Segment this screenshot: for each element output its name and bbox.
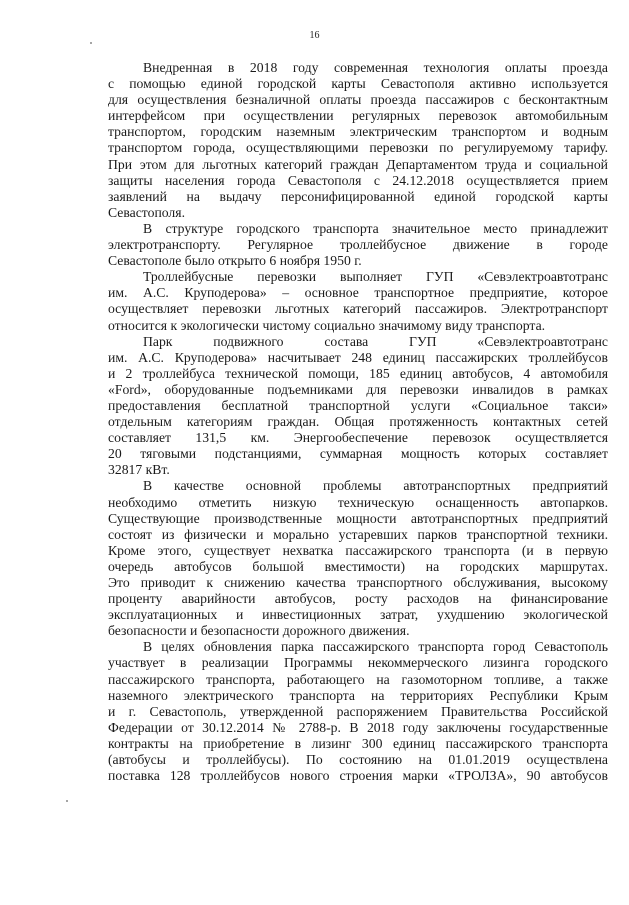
paragraph-trolleybus-operator xyxy=(108,269,608,333)
text-line: Севастополе было открыто 6 ноября 1950 г. xyxy=(108,253,362,269)
page-number: 16 xyxy=(309,30,320,41)
text-line: В качестве основной проблемы автотранспортных предприятий xyxy=(143,478,608,494)
text-line: Кроме этого, существует нехватка пассажирского транспорта (и в первую xyxy=(108,542,608,558)
text-line: 32817 кВт. xyxy=(108,462,170,478)
text-line: Парк подвижного состава ГУП «Севэлектроавтотранс xyxy=(143,333,608,349)
text-line: безопасности и безопасности дорожного движения. xyxy=(108,623,410,639)
text-line: Это приводит к снижению качества транспортного обслуживания, высокому xyxy=(108,575,608,590)
text-line: эксплуатационных и инвестиционных затрат, ухудшению экологической xyxy=(108,607,608,623)
paragraph-technology-payment xyxy=(108,60,608,221)
text-line: 20 тяговыми подстанциями, суммарная мощность которых составляет xyxy=(108,446,608,462)
text-line: поставка 128 троллейбусов нового строения марки «ТРОЛЗА», 90 автобусов xyxy=(108,768,608,784)
text-line: интерфейсом при осуществлении регулярных перевозок автомобильным xyxy=(108,108,608,124)
text-line: для осуществления безналичной оплаты проезда пассажиров с бесконтактным xyxy=(108,92,608,108)
text-line: Федерации от 30.12.2014 № 2788-р. В 2018 году заключены государственные xyxy=(108,719,608,735)
text-line: транспортом города, осуществляющими перевозки по регулируемому тарифу. xyxy=(108,140,608,156)
text-line: с помощью единой городской карты Севастополя активно используется xyxy=(108,76,608,92)
text-line: отдельным категориям граждан. Общая протяженность контактных сетей xyxy=(108,414,608,430)
paragraph-fleet-problems xyxy=(108,478,608,639)
text-line: необходимо отметить низкую техническую оснащенность автопарков. xyxy=(108,494,608,510)
text-line: относится к экологически чистому социально значимому виду транспорта. xyxy=(108,317,546,333)
text-line: пассажирского транспорта, работающего на газомоторном топливе, а также xyxy=(108,671,608,687)
text-line: предоставления бесплатной транспортной услуги «Социальное такси» xyxy=(108,397,608,413)
text-line: В структуре городского транспорта значительное место принадлежит xyxy=(143,220,608,236)
text-line: (автобусы и троллейбусы). По состоянию на 01.01.2019 осуществлена xyxy=(108,752,608,768)
paragraph-rolling-stock xyxy=(108,334,608,479)
text-line: состоят из физически и морально устаревших парков транспортной техники. xyxy=(108,526,608,542)
text-line: В целях обновления парка пассажирского транспорта город Севастополь xyxy=(143,639,608,655)
text-line: проценту аварийности автобусов, росту расходов на финансирование xyxy=(108,591,608,607)
text-line: Существующие производственные мощности автотранспортных предприятий xyxy=(108,510,608,526)
text-line: «Ford», оборудованные подъемниками для перевозки инвалидов в рамках xyxy=(108,381,608,397)
text-line: защиты населения города Севастополя с 24.12.2018 осуществляется прием xyxy=(108,172,608,188)
text-line: и 2 троллейбуса технической помощи, 185 единиц автобусов, 4 автомобиля xyxy=(108,365,608,381)
text-line: заявлений на выдачу персонифицированной единой городской карты xyxy=(108,188,608,204)
scan-speck xyxy=(90,42,92,44)
text-line: составляет 131,5 км. Энергообеспечение перевозок осуществляется xyxy=(108,430,608,446)
paragraph-electric-transport xyxy=(108,221,608,269)
scan-speck xyxy=(66,800,68,802)
text-line: очередь автобусов большой вместимости) на городских маршрутах. xyxy=(108,558,608,574)
text-line: осуществляет перевозки льготных категорий пассажиров. Электротранспорт xyxy=(108,301,608,317)
text-line: При этом для льготных категорий граждан Департаментом труда и социальной xyxy=(108,156,608,172)
text-line: участвует в реализации Программы некоммерческого лизинга городского xyxy=(108,655,608,671)
text-line: контракты на приобретение в лизинг 300 единиц пассажирского транспорта xyxy=(108,735,608,751)
text-line: им. А.С. Круподерова» – основное транспортное предприятие, которое xyxy=(108,285,608,301)
body-text xyxy=(108,60,608,784)
text-line: им. А.С. Круподерова» насчитывает 248 единиц пассажирских троллейбусов xyxy=(108,349,608,365)
text-line: наземного электрического транспорта на территориях Республики Крым xyxy=(108,687,608,703)
text-line: и г. Севастополь, утвержденной распоряжением Правительства Российской xyxy=(108,703,608,719)
text-line: Внедренная в 2018 году современная технология оплаты проезда xyxy=(143,60,608,75)
text-line: транспортом, городским наземным электрическим транспортом и водным xyxy=(108,124,608,140)
text-line: электротранспорту. Регулярное троллейбусное движение в городе xyxy=(108,237,608,253)
text-line: Троллейбусные перевозки выполняет ГУП «Севэлектроавтотранс xyxy=(143,269,608,285)
text-line: Севастополя. xyxy=(108,204,185,220)
paragraph-leasing-program xyxy=(108,639,608,784)
